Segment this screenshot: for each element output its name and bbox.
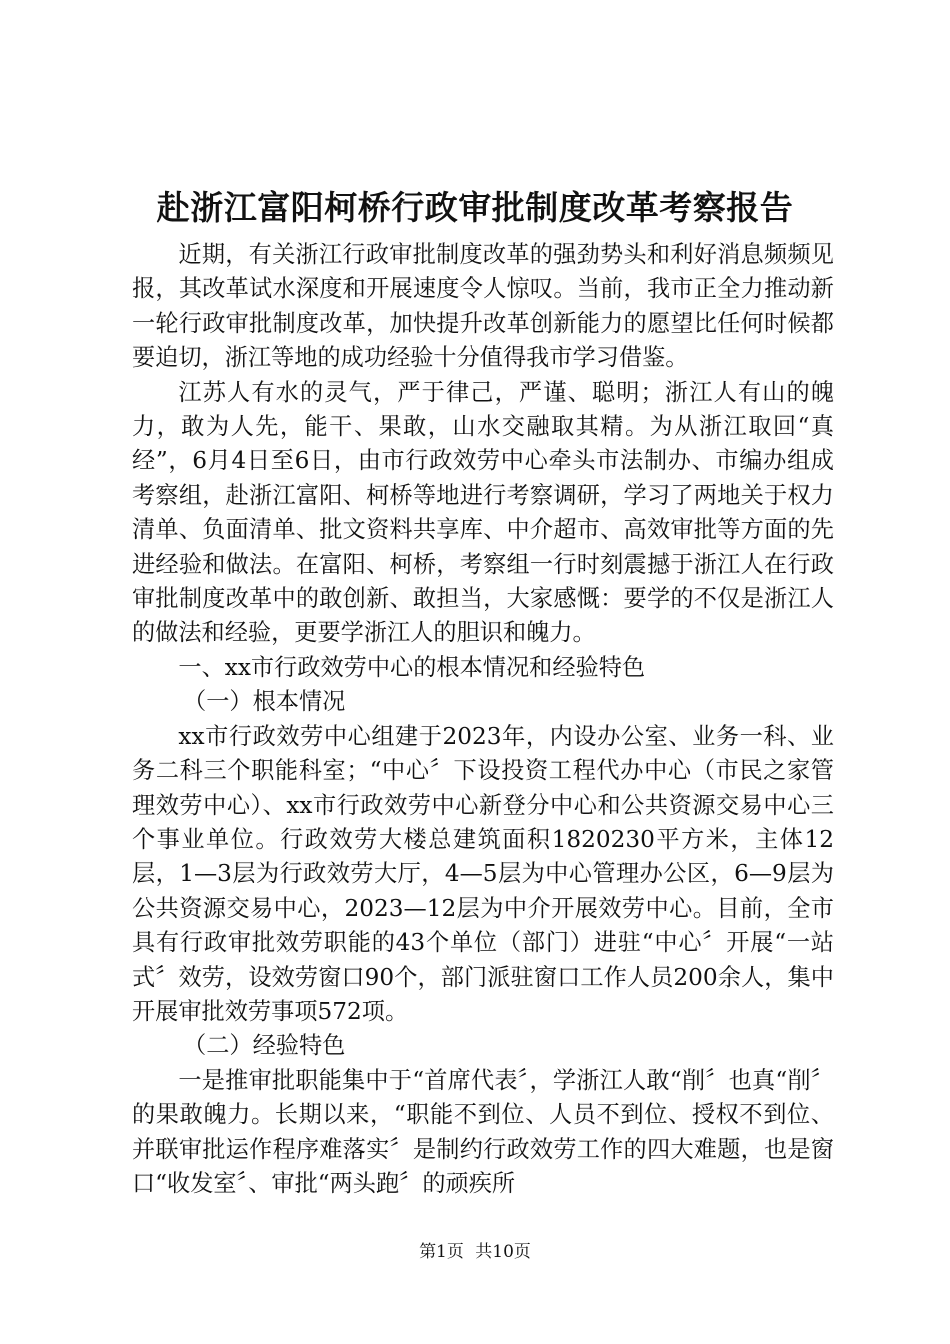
document-title: 赴浙江富阳柯桥行政审批制度改革考察报告 [156,188,794,227]
paragraph-features: 一是推审批职能集中于“首席代表〞，学浙江人敢“削〞也真“削〞的果敢魄力。长期以来，“职能不到位、人员不到位、授权不到位、并联审批运作程序难落实〞是制约行政效劳工作的四大难题，也是窗口“收发室〞、审批“两头跑〞的顽疾所 [132,1066,834,1197]
paragraph-basic-situation: xx市行政效劳中心组建于2023年，内设办公室、业务一科、业务二科三个职能科室；“中心〞下设投资工程代办中心（市民之家管理效劳中心）、xx市行政效劳中心新登分中心和公共资源交易中心三个事业单位。行政效劳大楼总建筑面积1820230平方米，主体12层，1—3层为行政效劳大厅，4—5层为中心管理办公区，6—9层为公共资源交易中心，2023—12层为中介开展效劳中心。目前，全市具有行政审批效劳职能的43个单位（部门）进驻“中心〞开展“一站式〞效劳，设效劳窗口90个，部门派驻窗口工作人员200余人，集中开展审批效劳事项572项。 [132,722,834,1025]
subsection-heading-features: （二）经验特色 [183,1032,346,1060]
paragraph-background: 江苏人有水的灵气，严于律己，严谨、聪明；浙江人有山的魄力，敢为人先，能干、果敢，山水交融取其精。为从浙江取回“真经”，6月4日至6日，由市行政效劳中心牵头市法制办、市编办组成考察组，赴浙江富阳、柯桥等地进行考察调研，学习了两地关于权力清单、负面清单、批文资料共享库、中介超市、高效审批等方面的先进经验和做法。在富阳、柯桥，考察组一行时刻震撼于浙江人在行政审批制度改革中的敢创新、敢担当，大家感慨：要学的不仅是浙江人的做法和经验，更要学浙江人的胆识和魄力。 [132,378,834,647]
section-heading-1: 一、xx市行政效劳中心的根本情况和经验特色 [178,653,646,681]
paragraph-intro: 近期，有关浙江行政审批制度改革的强劲势头和利好消息频频见报，其改革试水深度和开展速度令人惊叹。当前，我市正全力推动新一轮行政审批制度改革，加快提升改革创新能力的愿望比任何时候都要迫切，浙江等地的成功经验十分值得我市学习借鉴。 [132,241,834,372]
document-body [132,238,834,1201]
subsection-heading-basic: （一）根本情况 [183,688,346,716]
page-footer [0,1240,950,1264]
page-number: 第1页 [419,1242,464,1262]
page-total: 共10页 [475,1242,531,1262]
